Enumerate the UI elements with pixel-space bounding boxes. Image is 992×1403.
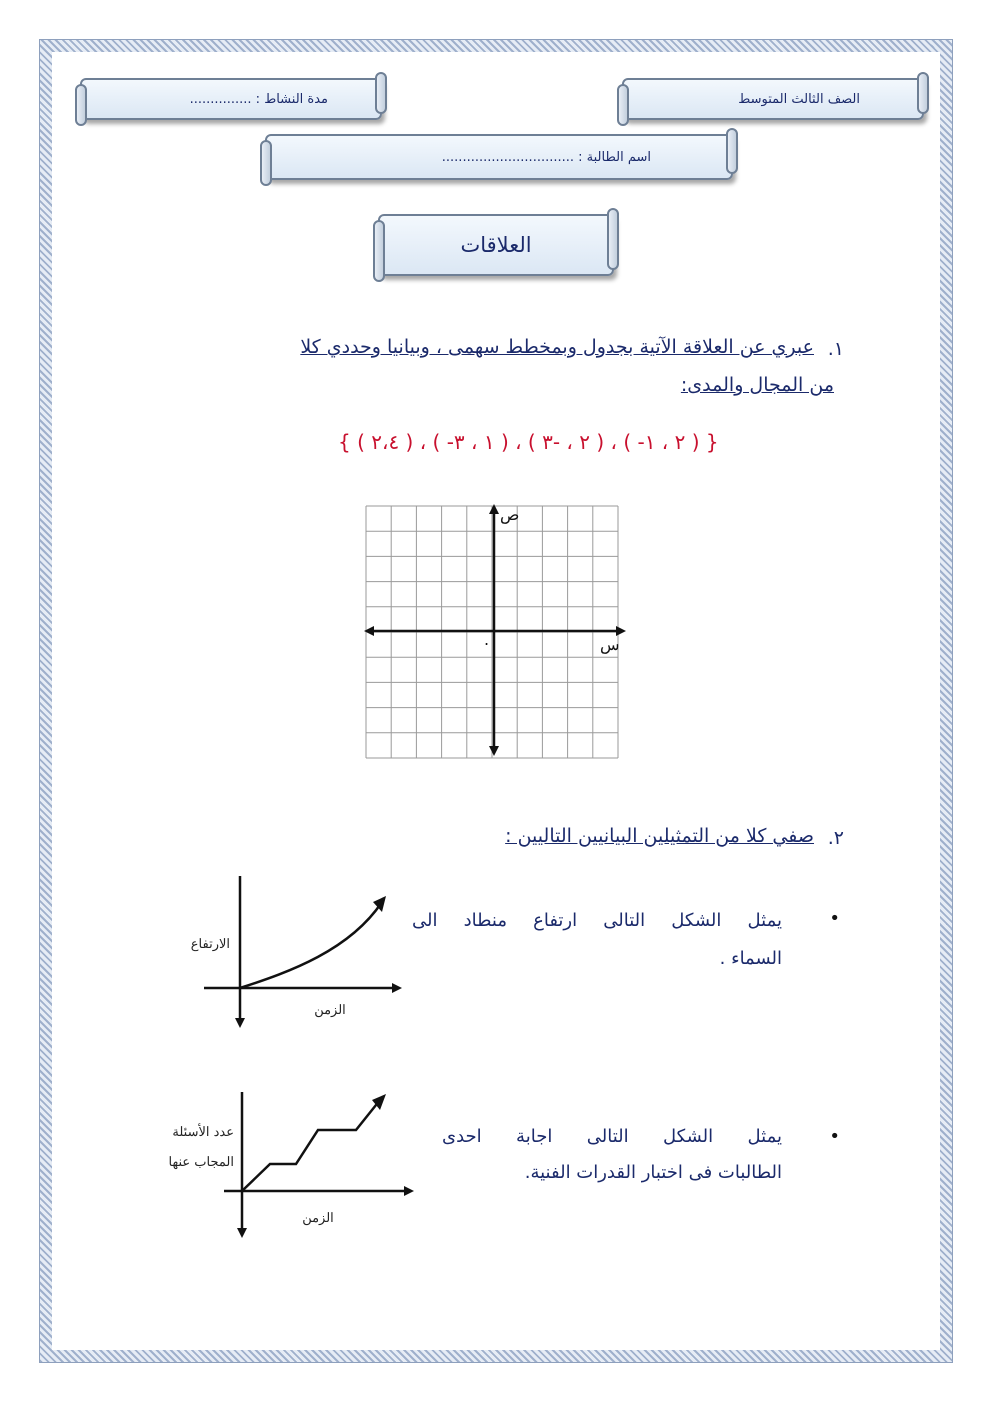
q2-number: ٢. <box>827 827 844 849</box>
bullet2-line1: يمثل الشكل التالى اجابة احدى <box>442 1126 782 1147</box>
graph2-ylabel-line1: عدد الأسئلة <box>172 1125 234 1140</box>
graph-answered-questions <box>130 1088 422 1238</box>
graph-balloon-height <box>170 872 410 1032</box>
student-name-label: اسم الطالبة : ................................ <box>441 149 651 165</box>
student-name-box <box>265 134 733 180</box>
bullet2-line2: الطالبات فى اختبار القدرات الفنية. <box>524 1162 782 1183</box>
q1-number: ١. <box>827 338 844 360</box>
x-axis-label: س <box>600 635 620 654</box>
title-box <box>378 214 614 276</box>
graph1-xlabel: الزمن <box>314 1003 346 1018</box>
grade-box <box>622 78 924 120</box>
bullet1-line2: السماء . <box>719 948 782 969</box>
graph2-ylabel-line2: المجاب عنها <box>168 1155 234 1170</box>
q1-line2: من المجال والمدى: <box>680 374 834 396</box>
origin-mark: . <box>484 630 490 649</box>
bullet-symbol: • <box>829 908 840 929</box>
coordinate-grid <box>360 500 635 762</box>
q1-relation: { ( ٢،٤ ) ، ( -١ ، ٣ ) ، ( ٢ ، -٣ ) ، ( -٢ ، ١ ) } <box>338 430 719 454</box>
y-axis-arrow-down <box>489 746 499 756</box>
bullet-symbol: • <box>829 1126 840 1147</box>
bullet1-line1: يمثل الشكل التالى ارتفاع منطاد الى <box>412 910 782 931</box>
y-axis-label: ص <box>500 505 520 524</box>
page-title: العلاقات <box>460 233 532 257</box>
q1-line1: عبري عن العلاقة الآتية بجدول وبمخطط سهمى ، وبيانيا وحددي كلا <box>300 336 814 358</box>
duration-label: مدة النشاط : ............... <box>189 91 328 107</box>
grade-label: الصف الثالث المتوسط <box>738 91 860 107</box>
duration-box <box>80 78 382 120</box>
graph1-ylabel: الارتفاع <box>190 937 230 952</box>
graph2-xlabel: الزمن <box>302 1211 334 1226</box>
q2-heading: صفي كلا من التمثيلين البيانيين التاليين : <box>505 825 814 847</box>
